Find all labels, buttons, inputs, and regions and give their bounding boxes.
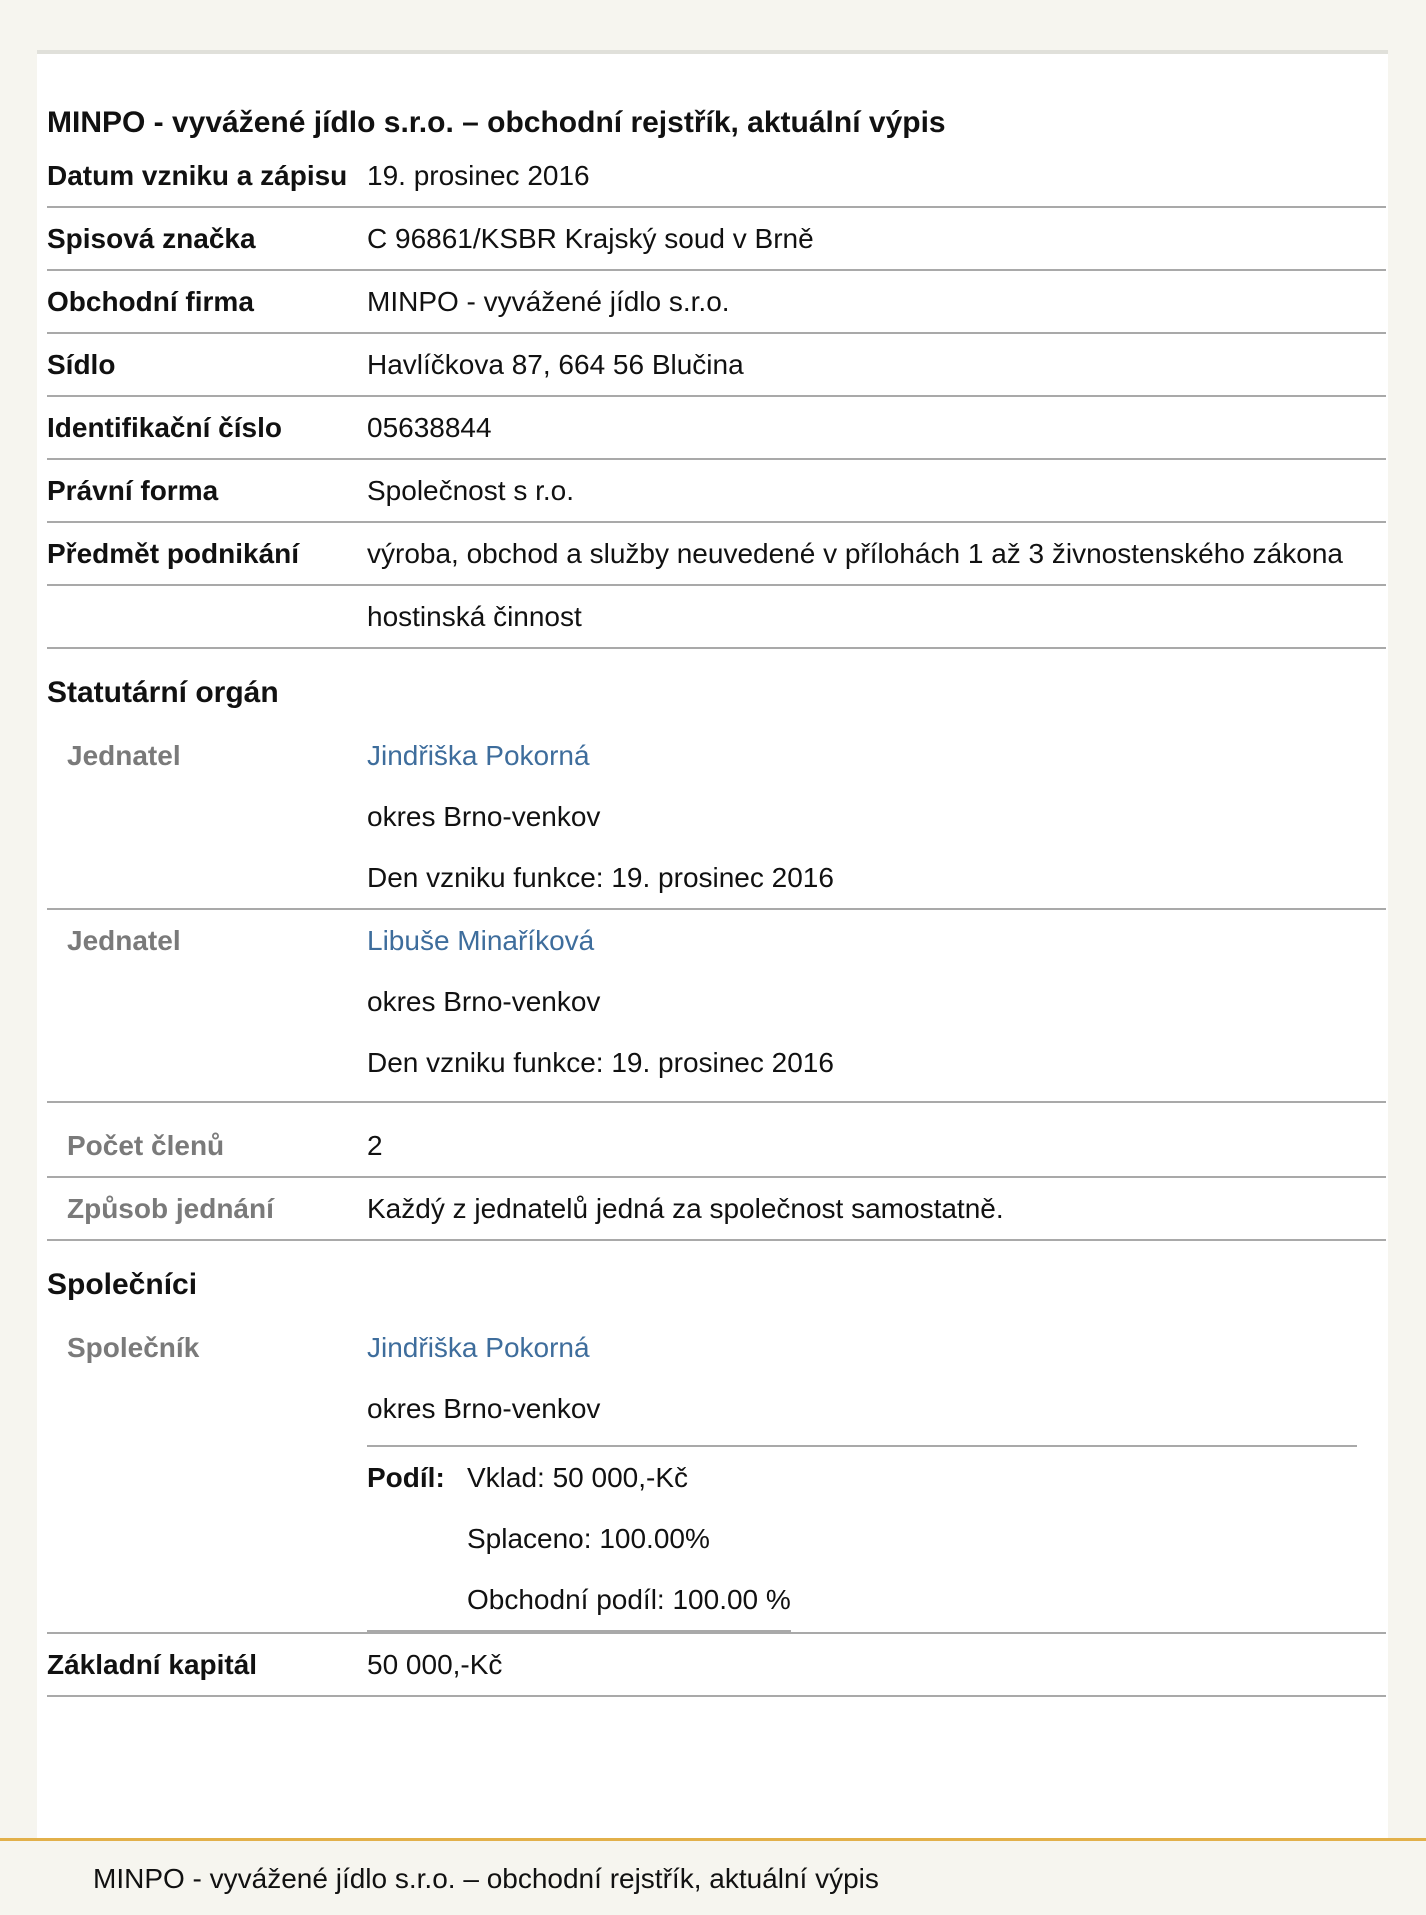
jednatel-1-district: okres Brno-venkov: [367, 801, 601, 832]
spolecnik-1-district: okres Brno-venkov: [367, 1393, 601, 1424]
value-pocet-clenu: 2: [367, 1102, 1386, 1177]
value-predmet-podnikani-1: výroba, obchod a služby neuvedené v přílohách 1 až 3 živnostenského zákona: [367, 522, 1386, 585]
podil-block: [367, 1445, 1357, 1632]
value-zakladni-kapital: 50 000,-Kč: [367, 1633, 1386, 1696]
label-jednatel-1: Jednatel: [47, 725, 367, 909]
section-title-statutarni: Statutární orgán: [47, 676, 279, 709]
label-zakladni-kapital: Základní kapitál: [47, 1633, 367, 1696]
register-card: [37, 50, 1388, 1848]
label-pocet-clenu: Počet členů: [47, 1102, 367, 1177]
value-predmet-podnikani-2: hostinská činnost: [367, 585, 1386, 648]
label-obchodni-firma: Obchodní firma: [47, 270, 367, 333]
label-datum-vzniku: Datum vzniku a zápisu: [47, 145, 367, 207]
jednatel-1-since: Den vzniku funkce: 19. prosinec 2016: [367, 862, 834, 893]
link-jednatel-1-name[interactable]: Jindřiška Pokorná: [367, 740, 590, 771]
value-sidlo: Havlíčkova 87, 664 56 Blučina: [367, 333, 1386, 396]
label-pravni-forma: Právní forma: [47, 459, 367, 522]
value-pravni-forma: Společnost s r.o.: [367, 459, 1386, 522]
value-datum-vzniku: 19. prosinec 2016: [367, 145, 1386, 207]
jednatel-2-district: okres Brno-venkov: [367, 986, 601, 1017]
link-spolecnik-1-name[interactable]: Jindřiška Pokorná: [367, 1332, 590, 1363]
podil-label: Podíl:: [367, 1447, 467, 1631]
row-spolecnik-1: [47, 1317, 1386, 1633]
page-footer: [0, 1838, 1426, 1915]
podil-obchodni: Obchodní podíl: 100.00 %: [467, 1584, 791, 1615]
row-obchodni-firma: [47, 270, 1386, 333]
row-predmet-podnikani-2: [47, 585, 1386, 648]
label-spisova-znacka: Spisová značka: [47, 207, 367, 270]
section-statutarni-organ: [47, 648, 1386, 725]
footer-title: MINPO - vyvážené jídlo s.r.o. – obchodní rejstřík, aktuální výpis: [93, 1863, 879, 1894]
value-identifikacni-cislo: 05638844: [367, 396, 1386, 459]
register-content: [47, 101, 1386, 1697]
row-zpusob-jednani: [47, 1177, 1386, 1240]
value-zpusob-jednani: Každý z jednatelů jedná za společnost samostatně.: [367, 1177, 1386, 1240]
register-table: [47, 145, 1386, 1697]
podil-splaceno: Splaceno: 100.00%: [467, 1523, 710, 1554]
row-predmet-podnikani: [47, 522, 1386, 585]
row-zakladni-kapital: [47, 1633, 1386, 1696]
podil-vklad: Vklad: 50 000,-Kč: [467, 1462, 689, 1493]
jednatel-2-since: Den vzniku funkce: 19. prosinec 2016: [367, 1047, 834, 1078]
row-pocet-clenu: [47, 1102, 1386, 1177]
value-obchodni-firma: MINPO - vyvážené jídlo s.r.o.: [367, 270, 1386, 333]
page-title: MINPO - vyvážené jídlo s.r.o. – obchodní rejstřík, aktuální výpis: [47, 106, 946, 139]
row-datum-vzniku: [47, 145, 1386, 207]
value-spisova-znacka: C 96861/KSBR Krajský soud v Brně: [367, 207, 1386, 270]
row-pravni-forma: [47, 459, 1386, 522]
label-sidlo: Sídlo: [47, 333, 367, 396]
section-spolecnici: [47, 1240, 1386, 1317]
row-sidlo: [47, 333, 1386, 396]
section-title-spolecnici: Společníci: [47, 1268, 198, 1301]
row-jednatel-2: [47, 909, 1386, 1102]
link-jednatel-2-name[interactable]: Libuše Minaříková: [367, 925, 595, 956]
label-zpusob-jednani: Způsob jednání: [47, 1177, 367, 1240]
label-identifikacni-cislo: Identifikační číslo: [47, 396, 367, 459]
row-spisova-znacka: [47, 207, 1386, 270]
row-jednatel-1: [47, 725, 1386, 909]
row-identifikacni-cislo: [47, 396, 1386, 459]
label-jednatel-2: Jednatel: [47, 909, 367, 1102]
label-spolecnik-1: Společník: [47, 1317, 367, 1633]
label-predmet-podnikani: Předmět podnikání: [47, 522, 367, 585]
